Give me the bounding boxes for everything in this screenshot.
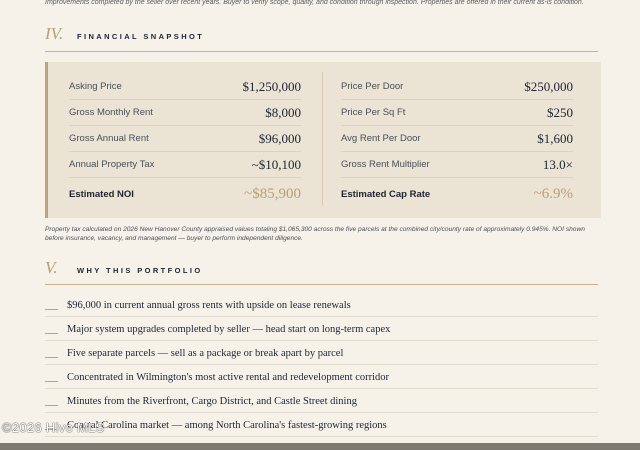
metric-value: $96,000 <box>258 130 301 146</box>
metric-row <box>69 152 301 178</box>
section-numeral: IV. <box>45 24 64 43</box>
section-rule <box>45 284 598 285</box>
list-item <box>45 342 598 365</box>
dash-marker-icon <box>45 357 58 358</box>
metric-row <box>69 74 301 100</box>
metric-value: $1,250,000 <box>242 78 301 94</box>
bottom-bar <box>0 443 640 450</box>
metric-label: Avg Rent Per Door <box>341 133 421 144</box>
metric-label: Asking Price <box>69 81 122 92</box>
section-title: WHY THIS PORTFOLIO <box>77 266 203 275</box>
list-item-text: Five separate parcels — sell as a package or break apart by parcel <box>67 347 344 359</box>
metric-label: Estimated Cap Rate <box>341 188 431 200</box>
mls-watermark: ©2026 Hive MLS <box>2 420 105 435</box>
section-numeral: V. <box>45 258 58 277</box>
list-item-text: Major system upgrades completed by seller — head start on long-term capex <box>67 323 391 335</box>
list-item <box>45 414 598 437</box>
metric-row <box>341 100 573 126</box>
list-item-text: Minutes from the Riverfront, Cargo District, and Castle Street dining <box>67 395 357 407</box>
metric-value: ~6.9% <box>533 185 573 202</box>
metric-label: Price Per Door <box>341 81 404 92</box>
metric-value: $1,600 <box>537 130 573 146</box>
metric-value: ~$85,900 <box>244 185 301 202</box>
why-portfolio-header <box>45 258 203 278</box>
metric-label: Gross Rent Multiplier <box>341 159 430 170</box>
dash-marker-icon <box>45 405 58 406</box>
section-rule <box>45 51 598 52</box>
metric-label: Annual Property Tax <box>69 159 155 170</box>
intro-text: Improvements completed by the seller over recent years. Buyer to verify scope, quality, and condition through inspection. Properties are offered in their current as-is condition. <box>45 0 584 6</box>
left-metrics-column <box>69 74 301 209</box>
metric-label: Gross Monthly Rent <box>69 107 153 118</box>
dash-marker-icon <box>45 333 58 334</box>
list-item <box>45 390 598 413</box>
metric-label: Price Per Sq Ft <box>341 107 406 118</box>
metric-row <box>69 126 301 152</box>
tax-footnote: Property tax calculated on 2026 New Hanover County appraised values totaling $1,065,300 across the five parcels at the combined city/county rate of approximately 0.945%. NOI shown before insurance, vacancy, and management — buyer to perform independent diligence. <box>45 226 585 242</box>
portfolio-bullet-list <box>45 294 598 438</box>
metric-row <box>341 74 573 100</box>
dash-marker-icon <box>45 381 58 382</box>
estimated-cap-rate-row <box>341 179 573 209</box>
list-item <box>45 366 598 389</box>
metric-label: Gross Annual Rent <box>69 133 149 144</box>
metric-row <box>341 126 573 152</box>
dash-marker-icon <box>45 309 58 310</box>
list-item <box>45 294 598 317</box>
metric-row <box>69 100 301 126</box>
list-item <box>45 318 598 341</box>
metric-value: 13.0× <box>542 156 573 172</box>
estimated-noi-row <box>69 179 301 209</box>
financial-snapshot-panel <box>45 62 601 218</box>
list-item-text: $96,000 in current annual gross rents with upside on lease renewals <box>67 299 351 311</box>
metric-value: $8,000 <box>265 104 301 120</box>
column-divider <box>322 72 323 206</box>
financial-snapshot-header <box>45 24 204 44</box>
metric-value: $250 <box>547 104 573 120</box>
right-metrics-column <box>341 74 573 209</box>
metric-value: ~$10,100 <box>251 156 301 172</box>
list-item-text: Coastal Carolina market — among North Carolina's fastest-growing regions <box>67 419 387 431</box>
list-item-text: Concentrated in Wilmington's most active rental and redevelopment corridor <box>67 371 390 383</box>
metric-label: Estimated NOI <box>69 188 134 200</box>
metric-value: $250,000 <box>524 78 573 94</box>
section-title: FINANCIAL SNAPSHOT <box>77 32 205 41</box>
metric-row <box>341 152 573 178</box>
